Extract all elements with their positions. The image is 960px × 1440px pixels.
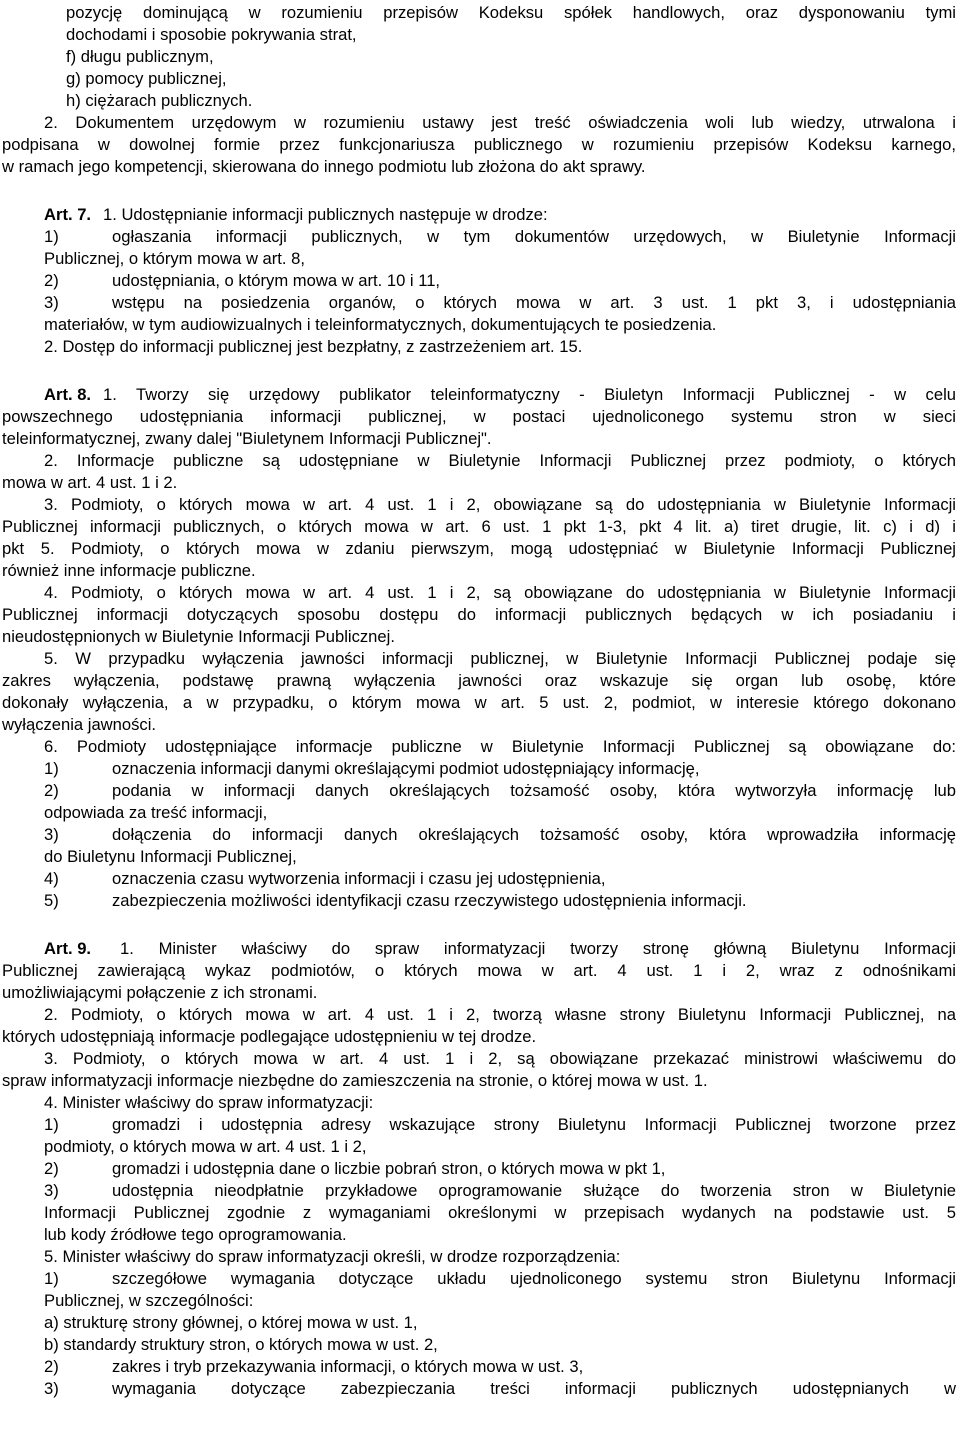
text-line: 6. Podmioty udostępniające informacje publiczne w Biuletynie Informacji Publicznej są obowiązane do: [44,737,956,756]
list-item: 3) wstępu na posiedzenia organów, o których mowa w art. 3 ust. 1 pkt 3, i udostępniania [44,293,956,312]
list-item: 1) ogłaszania informacji publicznych, w tym dokumentów urzędowych, w Biuletynie Informacji [44,227,956,246]
text-line: Publicznej, w szczególności: [44,1291,254,1310]
list-item: 1) oznaczenia informacji danymi określającymi podmiot udostępniający informację, [44,759,700,778]
text-line: pkt 5. Podmioty, o których mowa w zdaniu pierwszym, mogą udostępniać w Biuletynie Informacji Publicznej [2,539,956,558]
text-line: 5. Minister właściwy do spraw informatyzacji określi, w drodze rozporządzenia: [44,1247,621,1266]
text-line: powszechnego udostępniania informacji publicznej, w postaci ujednoliconego systemu stron w sieci [2,407,956,426]
list-item: a) strukturę strony głównej, o której mowa w ust. 1, [44,1313,418,1332]
text-line: dochodami i sposobie pokrywania strat, [66,25,357,44]
text-line: mowa w art. 4 ust. 1 i 2. [2,473,178,492]
text-line: również inne informacje publiczne. [2,561,256,580]
text-line: zakres wyłączenia, podstawę prawną wyłączenia jawności oraz wskazuje się organ lub osobę, które [2,671,956,690]
text-line: podpisana w dowolnej formie przez funkcjonariusza publicznego w rozumieniu przepisów Kodeksu karnego, [2,135,956,154]
list-item: 3) dołączenia do informacji danych określających tożsamość osoby, która wprowadziła informację [44,825,956,844]
text-line: 4. Podmioty, o których mowa w art. 4 ust. 1 i 2, są obowiązane do udostępniania w Biuletynie Informacji [44,583,956,602]
text-line: umożliwiającymi połączenie z ich stronami. [2,983,318,1002]
text-line: 3. Podmioty, o których mowa w art. 4 ust. 1 i 2, są obowiązane przekazać ministrowi właściwemu do [44,1049,956,1068]
text-line: materiałów, w tym audiowizualnych i teleinformatycznych, dokumentujących te posiedzenia. [44,315,717,334]
text-line: 5. W przypadku wyłączenia jawności informacji publicznej, w Biuletynie Informacji Publicznej podaje się [44,649,956,668]
list-item: 4) oznaczenia czasu wytworzenia informacji i czasu jej udostępnienia, [44,869,606,888]
text-line: 2. Dokumentem urzędowym w rozumieniu ustawy jest treść oświadczenia woli lub wiedzy, utrwalona i [44,113,956,132]
list-item: 5) zabezpieczenia możliwości identyfikacji czasu rzeczywistego udostępnienia informacji. [44,891,747,910]
text-line: do Biuletynu Informacji Publicznej, [44,847,297,866]
list-item: b) standardy struktury stron, o których mowa w ust. 2, [44,1335,438,1354]
list-item: 2) zakres i tryb przekazywania informacji, o których mowa w ust. 3, [44,1357,584,1376]
text-line: nieudostępnionych w Biuletynie Informacji Publicznej. [2,627,395,646]
article-heading: Art. 7. 1. Udostępnianie informacji publicznych następuje w drodze: [44,205,548,224]
text-line: 3. Podmioty, o których mowa w art. 4 ust. 1 i 2, obowiązane są do udostępniania w Biuletynie Informacji [44,495,956,514]
list-item: 1) szczegółowe wymagania dotyczące układu ujednoliconego systemu stron Biuletynu Informacji [44,1269,956,1288]
text-line: pozycję dominującą w rozumieniu przepisów Kodeksu spółek handlowych, oraz dysponowaniu tymi [66,3,956,22]
text-line: Publicznej zawierającą wykaz podmiotów, o których mowa w art. 4 ust. 1 i 2, wraz z odnośnikami [2,961,956,980]
text-line: f) długu publicznym, [66,47,214,66]
text-line: Publicznej informacji publicznych, o których mowa w art. 6 ust. 1 pkt 1-3, pkt 4 lit. a) tiret drugie, lit. c) i d) i [2,517,956,536]
list-item: 1) gromadzi i udostępnia adresy wskazujące strony Biuletynu Informacji Publicznej tworzone przez [44,1115,956,1134]
text-line: w ramach jego kompetencji, skierowana do innego podmiotu lub złożona do akt sprawy. [2,157,646,176]
text-line: Informacji Publicznej zgodnie z wymaganiami określonymi w przepisach wydanych na podstawie ust. 5 [44,1203,956,1222]
article-heading: Art. 8. 1. Tworzy się urzędowy publikator teleinformatyczny - Biuletyn Informacji Publicznej - w celu [44,385,956,404]
article-heading: Art. 9. 1. Minister właściwy do spraw informatyzacji tworzy stronę główną Biuletynu Informacji [44,939,956,958]
text-line: odpowiada za treść informacji, [44,803,268,822]
text-line: podmioty, o których mowa w art. 4 ust. 1 i 2, [44,1137,367,1156]
list-item: 2) gromadzi i udostępnia dane o liczbie pobrań stron, o których mowa w pkt 1, [44,1159,666,1178]
text-line: 2. Dostęp do informacji publicznej jest bezpłatny, z zastrzeżeniem art. 15. [44,337,583,356]
text-line: g) pomocy publicznej, [66,69,227,88]
list-item: 2) podania w informacji danych określających tożsamość osoby, która wytworzyła informację lub [44,781,956,800]
text-line: 4. Minister właściwy do spraw informatyzacji: [44,1093,374,1112]
text-line: wyłączenia jawności. [2,715,157,734]
list-item: 3) wymagania dotyczące zabezpieczania treści informacji publicznych udostępnianych w [44,1379,956,1398]
text-line: lub kody źródłowe tego oprogramowania. [44,1225,347,1244]
text-line: spraw informatyzacji informacje niezbędne do zamieszczenia na stronie, o której mowa w ust. 1. [2,1071,708,1090]
text-line: Publicznej, o którym mowa w art. 8, [44,249,305,268]
text-line: h) ciężarach publicznych. [66,91,253,110]
list-item: 2) udostępniania, o którym mowa w art. 10 i 11, [44,271,441,290]
list-item: 3) udostępnia nieodpłatnie przykładowe oprogramowanie służące do tworzenia stron w Biuletynie [44,1181,956,1200]
text-line: teleinformatycznej, zwany dalej "Biuletynem Informacji Publicznej". [2,429,492,448]
text-line: 2. Informacje publiczne są udostępniane w Biuletynie Informacji Publicznej przez podmioty, o których [44,451,956,470]
text-line: których udostępniają informacje podlegające udostępnieniu w tej drodze. [2,1027,537,1046]
text-line: 2. Podmioty, o których mowa w art. 4 ust. 1 i 2, tworzą własne strony Biuletynu Informacji Publicznej, na [44,1005,956,1024]
text-line: dokonały wyłączenia, a w przypadku, o którym mowa w art. 5 ust. 2, podmiot, w interesie którego dokonano [2,693,956,712]
text-line: Publicznej informacji dotyczących sposobu dostępu do informacji publicznych będących w ich posiadaniu i [2,605,956,624]
